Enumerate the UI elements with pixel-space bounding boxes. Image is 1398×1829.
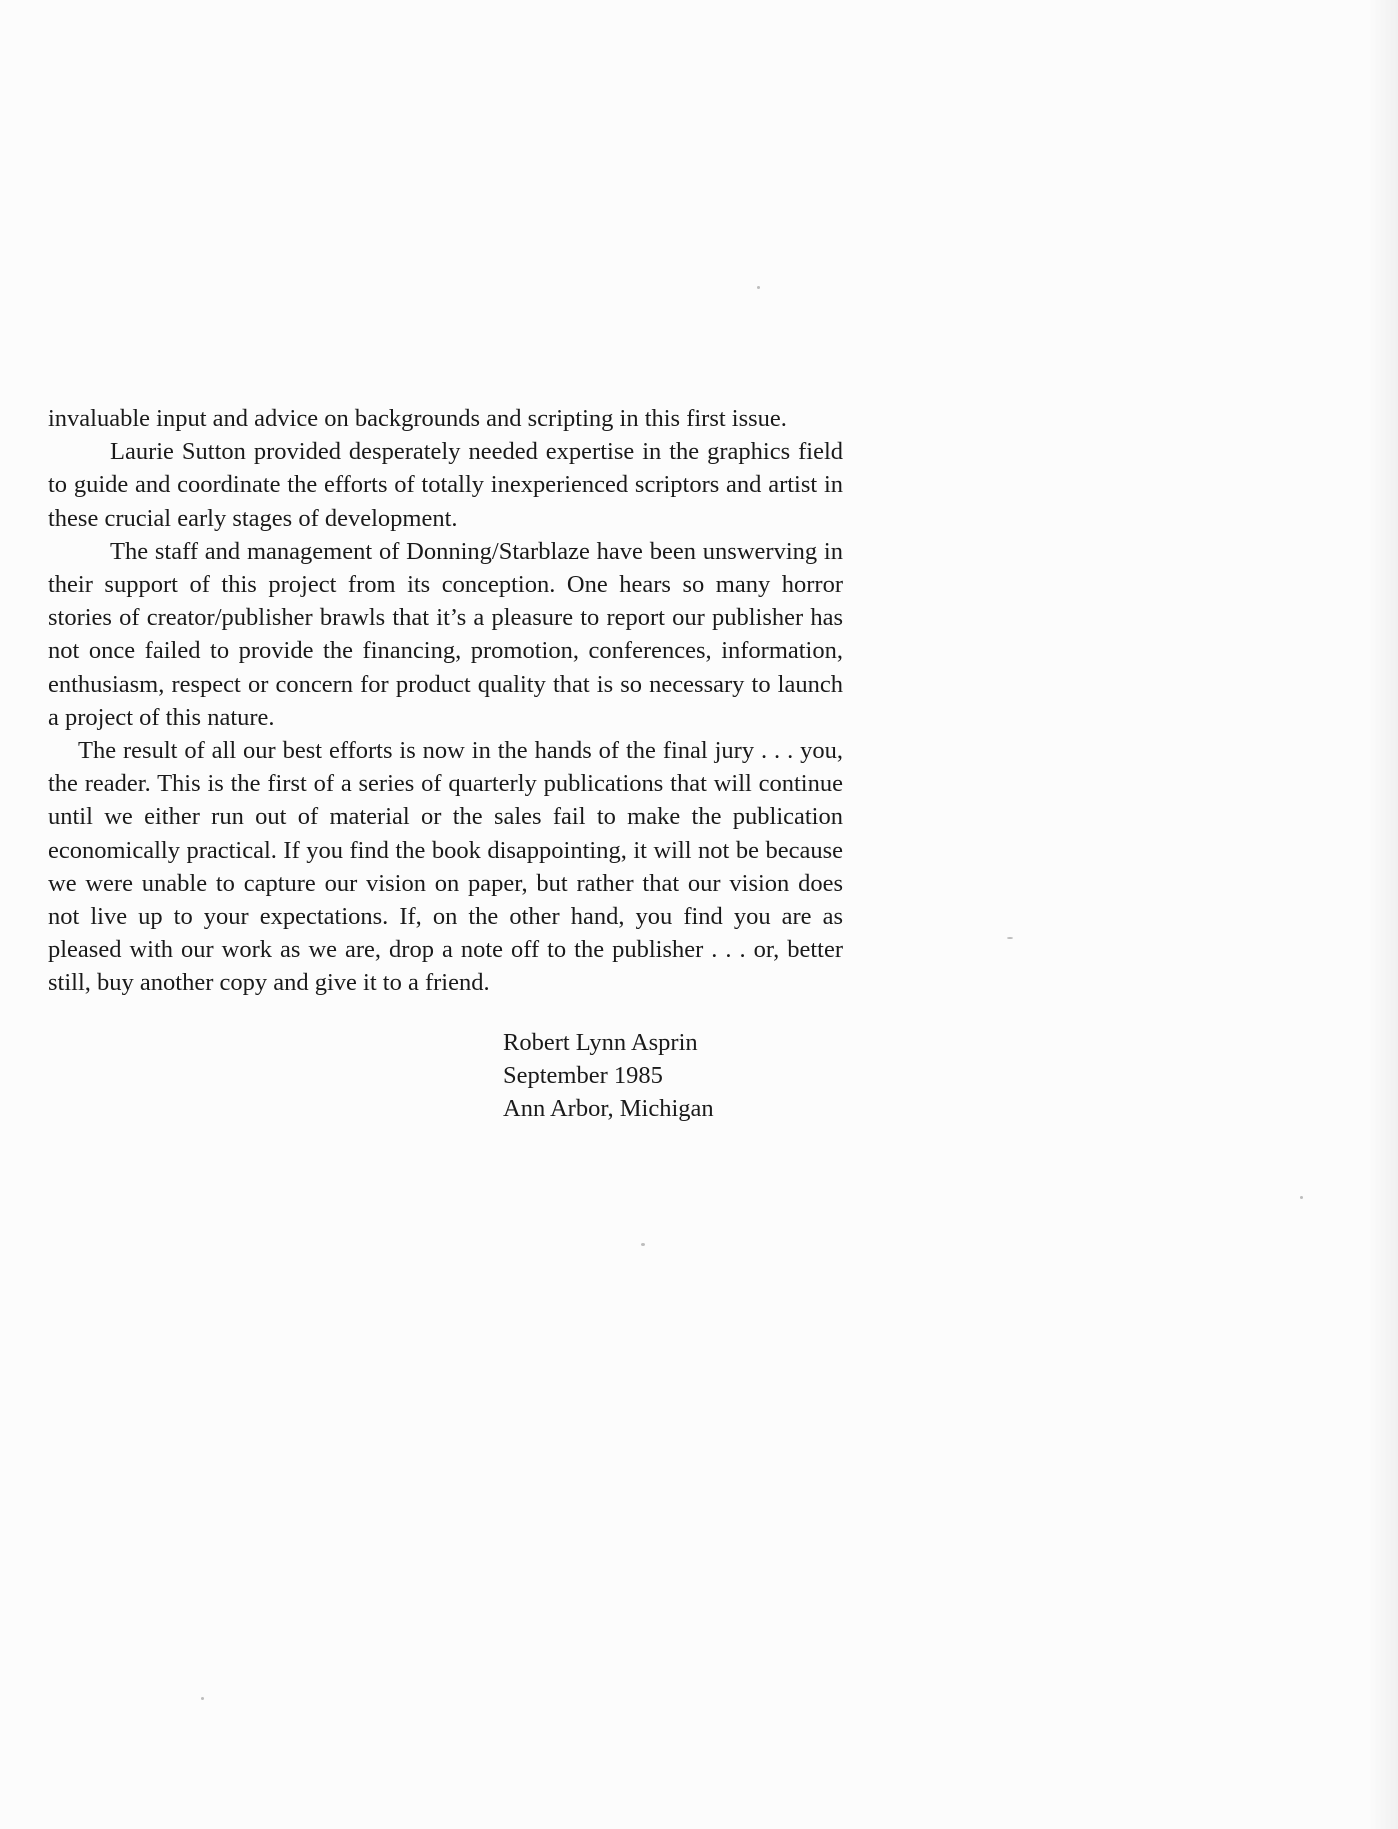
signature-name: Robert Lynn Asprin [503,1029,698,1056]
paragraph-continuation: invaluable input and advice on backgrounds and scripting in this first issue. [48,405,787,432]
page-edge-shadow [1368,0,1398,1829]
signature-date: September 1985 [503,1062,663,1089]
paragraph-donning-starblaze: The staff and management of Donning/Starblaze have been unswerving in their support of this project from its conception. One hears so many horror stories of creator/publisher brawls that it’s a pleasure to report our publisher has not once failed to provide the financing, promotion, conferences, information, enthusiasm, respect or concern for product quality that is so necessary to launch a project of this nature. [48,537,843,731]
scan-speck [201,1697,204,1700]
scan-speck [641,1243,645,1246]
signature-place: Ann Arbor, Michigan [503,1095,714,1122]
signature-block [503,1026,714,1125]
paragraph-final-jury: The result of all our best efforts is now in the hands of the final jury . . . you, the reader. This is the first of a series of quarterly publications that will continue until we either run out of material or the sales fail to make the publication economically practical. If you find the book disappointing, it will not be because we were unable to capture our vision on paper, but rather that our vision does not live up to your expectations. If, on the other hand, you find you are as pleased with our work as we are, drop a note off to the publisher . . . or, better still, buy another copy and give it to a friend. [48,737,843,997]
scan-speck [1300,1196,1303,1199]
body-text [48,402,843,1000]
scan-speck [1007,937,1013,939]
scan-speck [757,286,760,289]
paragraph-laurie-sutton: Laurie Sutton provided desperately needed expertise in the graphics field to guide and coordinate the efforts of totally inexperienced scriptors and artist in these crucial early stages of development. [48,438,843,532]
